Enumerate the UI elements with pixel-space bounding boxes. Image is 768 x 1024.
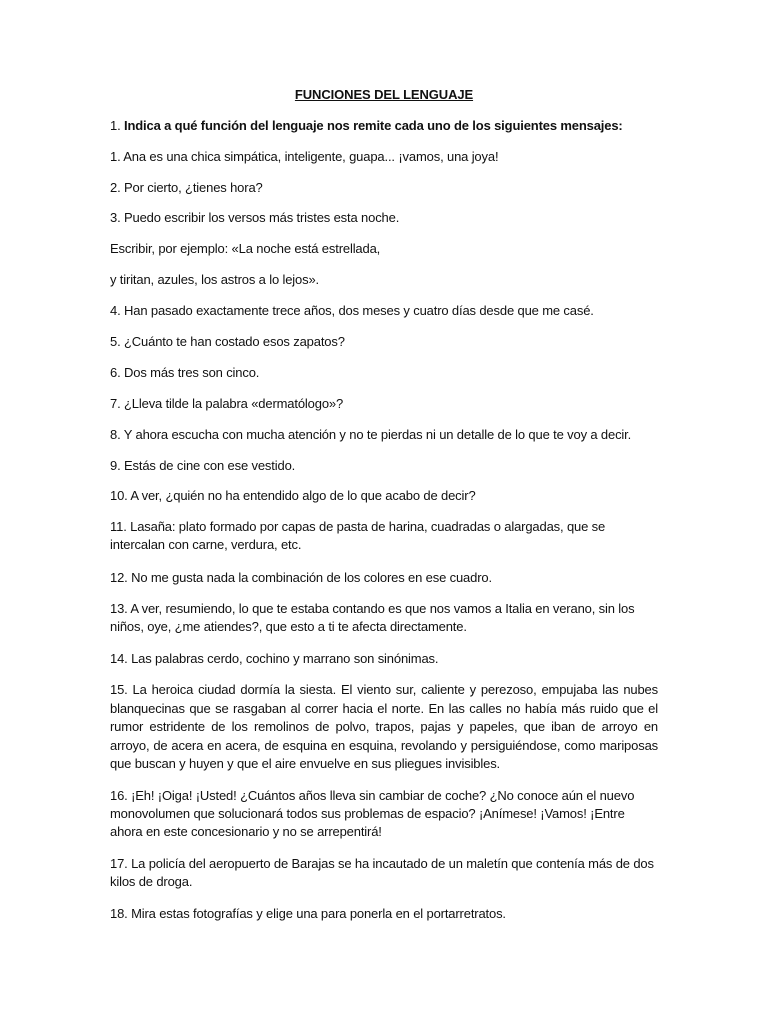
list-item: 8. Y ahora escucha con mucha atención y no te pierdas ni un detalle de lo que te voy a decir. — [110, 427, 632, 442]
list-item: 9. Estás de cine con ese vestido. — [110, 458, 296, 473]
list-item: 10. A ver, ¿quién no ha entendido algo de lo que acabo de decir? — [110, 488, 476, 503]
list-item: 7. ¿Lleva tilde la palabra «dermatólogo»? — [110, 396, 344, 411]
list-item: 2. Por cierto, ¿tienes hora? — [110, 180, 263, 195]
instruction — [110, 117, 658, 135]
list-item: 5. ¿Cuánto te han costado esos zapatos? — [110, 334, 345, 349]
list-item: Escribir, por ejemplo: «La noche está estrellada, — [110, 241, 381, 256]
list-item: 3. Puedo escribir los versos más tristes esta noche. — [110, 210, 400, 225]
list-item: 18. Mira estas fotografías y elige una para ponerla en el portarretratos. — [110, 906, 506, 921]
list-item: 17. La policía del aeropuerto de Barajas se ha incautado de un maletín que contenía más de dos kilos de droga. — [110, 856, 654, 889]
list-item: 14. Las palabras cerdo, cochino y marrano son sinónimas. — [110, 651, 439, 666]
list-item: 12. No me gusta nada la combinación de los colores en ese cuadro. — [110, 570, 492, 585]
list-item: 4. Han pasado exactamente trece años, dos meses y cuatro días desde que me casé. — [110, 303, 594, 318]
list-item: 6. Dos más tres son cinco. — [110, 365, 260, 380]
instruction-number: 1. — [110, 118, 121, 133]
instruction-text: Indica a qué función del lenguaje nos remite cada uno de los siguientes mensajes: — [124, 118, 623, 133]
list-item: 1. Ana es una chica simpática, inteligente, guapa... ¡vamos, una joya! — [110, 149, 499, 164]
page-title: FUNCIONES DEL LENGUAJE — [294, 87, 474, 102]
list-item: 15. La heroica ciudad dormía la siesta. El viento sur, caliente y perezoso, empujaba las nubes blanquecinas que se rasgaban al correr hacia el norte. En las calles no había más ruido que el rumor estridente de los remolinos de polvo, trapos, pajas y papeles, que iban de arroyo en arroyo, de acera en acera, de esquina en esquina, revolando y persiguiéndose, como mariposas que buscan y huyen y que el aire envuelve en sus pliegues invisibles. — [110, 682, 658, 771]
list-item: 16. ¡Eh! ¡Oiga! ¡Usted! ¿Cuántos años lleva sin cambiar de coche? ¿No conoce aún el nuevo monovolumen que solucionará todos sus problemas de espacio? ¡Anímese! ¡Vamos! ¡Entre ahora en este concesionario y no se arrepentirá! — [110, 788, 635, 839]
list-item: 13. A ver, resumiendo, lo que te estaba contando es que nos vamos a Italia en verano, sin los niños, oye, ¿me atiendes?, que esto a ti te afecta directamente. — [110, 601, 635, 634]
list-item: 11. Lasaña: plato formado por capas de pasta de harina, cuadradas o alargadas, que se intercalan con carne, verdura, etc. — [110, 519, 606, 552]
list-item: y tiritan, azules, los astros a lo lejos». — [110, 272, 320, 287]
